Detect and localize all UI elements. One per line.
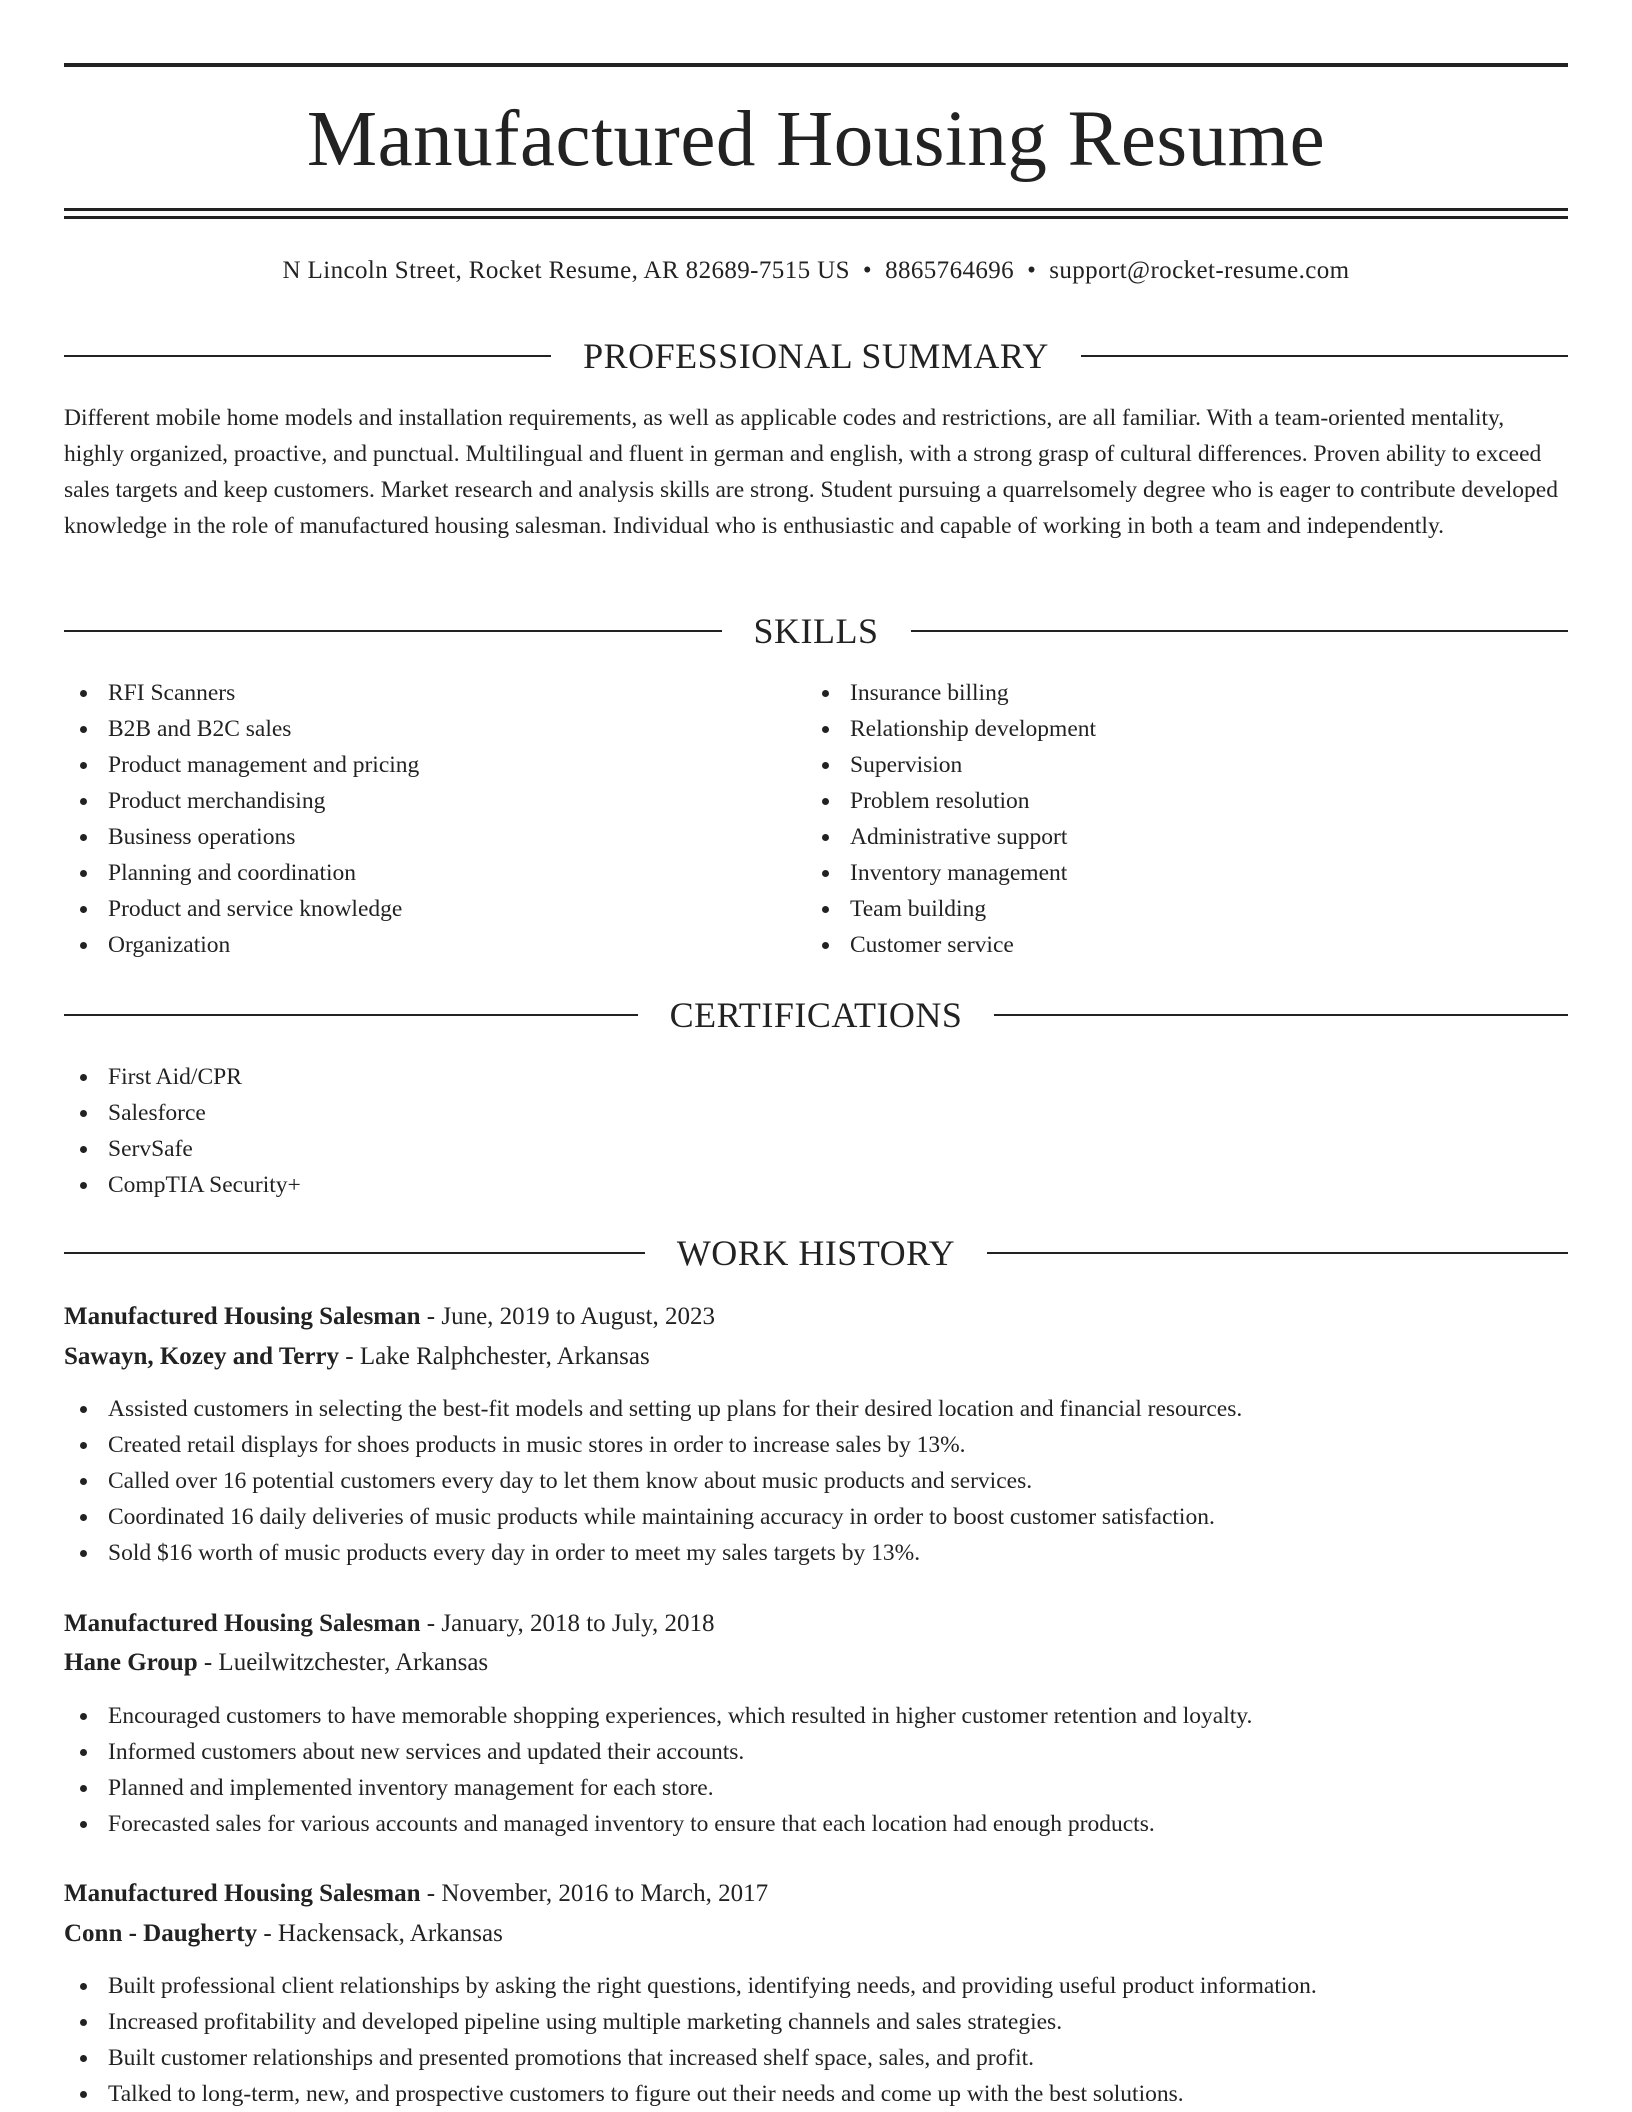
section-rule-right (987, 1252, 1568, 1254)
job-bullet: Called over 16 potential customers every day to let them know about music products and services. (64, 1463, 1242, 1499)
section-title-work-history: WORK HISTORY (676, 1233, 956, 1273)
resume-title: Manufactured Housing Resume (306, 96, 1326, 183)
certifications-list (64, 1059, 301, 1203)
job-bullets (64, 1698, 1252, 1842)
job-bullet: Planned and implemented inventory management for each store. (64, 1770, 1252, 1806)
section-title-summary: PROFESSIONAL SUMMARY (583, 336, 1049, 376)
certification-item: Salesforce (64, 1095, 301, 1131)
section-title-certifications: CERTIFICATIONS (669, 995, 963, 1035)
section-title-skills: SKILLS (753, 611, 879, 651)
summary-text: Different mobile home models and installation requirements, as well as applicable codes and restrictions, are all familiar. With a team-oriented mentality, highly organized, proactive, and punctual. Multilingual and fluent in german and english, with a strong grasp of cultural differences. Proven ability to exceed sales targets and keep customers. Market research and analysis skills are strong. Student pursuing a quarrelsomely degree who is eager to contribute developed knowledge in the role of manufactured housing salesman. Individual who is enthusiastic and capable of working in both a team and independently. (64, 405, 1558, 539)
job-title-line (64, 1299, 715, 1335)
job-bullet: Created retail displays for shoes products in music stores in order to increase sales by 13%. (64, 1427, 1242, 1463)
skill-item: Supervision (806, 747, 1096, 783)
job-bullet: Built customer relationships and presented promotions that increased shelf space, sales, and profit. (64, 2040, 1317, 2076)
skill-item: Inventory management (806, 855, 1096, 891)
skills-list-right (806, 675, 1096, 963)
section-rule-right (911, 630, 1569, 632)
top-rule (64, 63, 1568, 67)
job-bullet: Sold $16 worth of music products every day in order to meet my sales targets by 13%. (64, 1535, 1242, 1571)
skill-item: Organization (64, 927, 419, 963)
contact-phone: 8865764696 (885, 257, 1015, 284)
certification-item: CompTIA Security+ (64, 1167, 301, 1203)
section-header-summary (64, 336, 1568, 376)
job-title: Manufactured Housing Salesman (64, 1303, 421, 1330)
job-company-line (64, 1916, 503, 1952)
skill-item: Product merchandising (64, 783, 419, 819)
section-header-certifications (64, 995, 1568, 1035)
job-bullet: Increased profitability and developed pipeline using multiple marketing channels and sales strategies. (64, 2004, 1317, 2040)
job-company-line (64, 1339, 650, 1375)
job-bullets (64, 1968, 1317, 2112)
certification-item: ServSafe (64, 1131, 301, 1167)
job-location: - Lueilwitzchester, Arkansas (197, 1649, 489, 1676)
skill-item: Customer service (806, 927, 1096, 963)
job-bullet: Forecasted sales for various accounts and managed inventory to ensure that each location had enough products. (64, 1806, 1252, 1842)
skill-item: Administrative support (806, 819, 1096, 855)
job-bullet: Coordinated 16 daily deliveries of music products while maintaining accuracy in order to boost customer satisfaction. (64, 1499, 1242, 1535)
section-rule-left (64, 630, 722, 632)
job-dates: - November, 2016 to March, 2017 (420, 1880, 769, 1907)
section-header-work-history (64, 1233, 1568, 1273)
certification-item: First Aid/CPR (64, 1059, 301, 1095)
job-title-line (64, 1606, 714, 1642)
job-bullet: Built professional client relationships by asking the right questions, identifying needs, and providing useful product information. (64, 1968, 1317, 2004)
skill-item: Product management and pricing (64, 747, 419, 783)
section-rule-left (64, 355, 551, 357)
skill-item: Problem resolution (806, 783, 1096, 819)
section-rule-left (64, 1014, 638, 1016)
job-location: - Lake Ralphchester, Arkansas (339, 1343, 650, 1370)
skill-item: RFI Scanners (64, 675, 419, 711)
skill-item: B2B and B2C sales (64, 711, 419, 747)
job-bullet: Assisted customers in selecting the best-fit models and setting up plans for their desired location and financial resources. (64, 1391, 1242, 1427)
job-bullets (64, 1391, 1242, 1571)
skill-item: Relationship development (806, 711, 1096, 747)
job-dates: - June, 2019 to August, 2023 (420, 1303, 715, 1330)
title-rule-upper (64, 208, 1568, 211)
contact-email[interactable]: support@rocket-resume.com (1049, 257, 1350, 284)
section-rule-right (994, 1014, 1568, 1016)
skill-item: Team building (806, 891, 1096, 927)
contact-address: N Lincoln Street, Rocket Resume, AR 82689-7515 US (282, 257, 850, 284)
skill-item: Business operations (64, 819, 419, 855)
job-company: Hane Group (64, 1649, 198, 1676)
skill-item: Product and service knowledge (64, 891, 419, 927)
title-rule-lower (64, 216, 1568, 219)
section-rule-left (64, 1252, 645, 1254)
job-company: Sawayn, Kozey and Terry (64, 1343, 340, 1370)
job-title: Manufactured Housing Salesman (64, 1610, 421, 1637)
contact-separator: • (862, 257, 873, 284)
job-bullet: Encouraged customers to have memorable shopping experiences, which resulted in higher customer retention and loyalty. (64, 1698, 1252, 1734)
section-rule-right (1081, 355, 1568, 357)
job-title-line (64, 1876, 768, 1912)
job-bullet: Informed customers about new services and updated their accounts. (64, 1734, 1252, 1770)
skill-item: Planning and coordination (64, 855, 419, 891)
job-company-line (64, 1645, 488, 1681)
job-company: Conn - Daugherty (64, 1920, 258, 1947)
job-dates: - January, 2018 to July, 2018 (420, 1610, 715, 1637)
job-bullet: Talked to long-term, new, and prospective customers to figure out their needs and come up with the best solutions. (64, 2076, 1317, 2112)
contact-separator: • (1027, 257, 1037, 284)
skill-item: Insurance billing (806, 675, 1096, 711)
job-location: - Hackensack, Arkansas (257, 1920, 503, 1947)
skills-list-left (64, 675, 419, 963)
job-title: Manufactured Housing Salesman (64, 1880, 421, 1907)
contact-line (64, 254, 1568, 288)
section-header-skills (64, 611, 1568, 651)
